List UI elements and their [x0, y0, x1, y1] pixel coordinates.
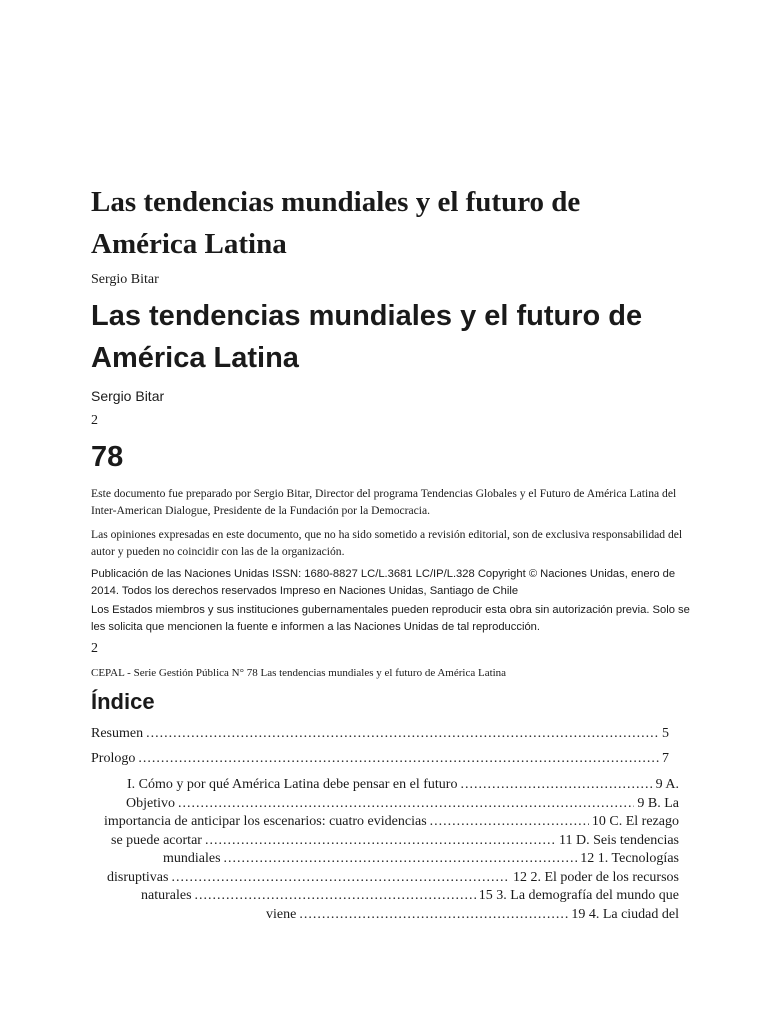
series-header: CEPAL - Serie Gestión Pública N° 78 Las tendencias mundiales y el futuro de América Latina	[91, 667, 507, 679]
toc-row-tail: 12 2. El poder de los recursos	[512, 869, 679, 885]
toc-row-label: Objetivo	[126, 795, 175, 811]
toc-row-tail: 9 A.	[655, 777, 679, 792]
toc-row-tail: 15 3. La demografía del mundo que	[478, 888, 679, 903]
reproduction-note: Los Estados miembros y sus instituciones gubernamentales pueden reproducir esta obra sin autorización previa. Solo se les solicita que mencionen la fuente e informen a las Naciones Unidas de tal reproducción.	[91, 604, 690, 633]
page-number: 2	[91, 641, 98, 656]
toc-row[interactable]	[91, 887, 679, 906]
preparation-note: Este documento fue preparado por Sergio Bitar, Director del programa Tendencias Globales y el Futuro de América Latina del Inter-American Dialogue, Presidente de la Fundación por la Democracia.	[91, 487, 677, 517]
toc-row-label: disruptivas	[107, 869, 169, 885]
author-serif: Sergio Bitar	[91, 272, 159, 287]
toc-row[interactable]	[91, 869, 679, 888]
toc-entry-page: 7	[662, 751, 669, 766]
toc-entry-label: Prologo	[91, 751, 136, 766]
toc-leader-dots	[146, 725, 659, 743]
toc-row-label: se puede acortar	[111, 832, 202, 848]
document-title-sans: Las tendencias mundiales y el futuro de América Latina	[91, 300, 643, 374]
toc-leader-dots	[224, 850, 578, 869]
author-sans: Sergio Bitar	[91, 388, 165, 404]
toc-leader-dots	[195, 887, 476, 906]
toc-leader-dots	[430, 813, 589, 832]
toc-row[interactable]	[91, 850, 679, 869]
toc-entry-resumen[interactable]	[91, 725, 669, 743]
publication-info: Publicación de las Naciones Unidas ISSN: 1680-8827 LC/L.3681 LC/IP/L.328 Copyright © Naciones Unidas, enero de 2014. Todos los derechos reservados Impreso en Naciones Unidas, Santiago de Chile	[91, 568, 676, 597]
toc-leader-dots	[178, 795, 634, 814]
page-number: 2	[91, 413, 98, 428]
toc-row-label: naturales	[141, 888, 192, 903]
toc-row[interactable]	[91, 795, 679, 814]
index-heading: Índice	[91, 689, 155, 714]
toc-row-tail: 11 D. Seis tendencias	[558, 832, 679, 848]
toc-entry-page: 5	[662, 726, 669, 741]
toc-row[interactable]	[91, 906, 679, 925]
toc-leader-dots	[138, 750, 659, 768]
disclaimer-note: Las opiniones expresadas en este documento, que no ha sido sometido a revisión editorial, son de exclusiva responsabilidad del autor y pueden no coincidir con las de la organización.	[91, 528, 683, 558]
toc-row-label: I. Cómo y por qué América Latina debe pensar en el futuro	[127, 777, 458, 792]
toc-row[interactable]	[91, 832, 679, 851]
toc-leader-dots	[205, 832, 556, 851]
toc-leader-dots	[171, 869, 510, 888]
toc-row-tail: 9 B. La	[637, 795, 679, 811]
toc-leader-dots	[299, 906, 568, 925]
toc-entry-label: Resumen	[91, 726, 144, 741]
toc-row-label: viene	[266, 906, 297, 922]
toc-nested-entries	[91, 776, 679, 924]
toc-row[interactable]	[91, 813, 679, 832]
toc-leader-dots	[460, 776, 652, 795]
toc-entry-prologo[interactable]	[91, 750, 669, 768]
toc-row[interactable]	[91, 776, 679, 795]
toc-row-tail: 12 1. Tecnologías	[580, 851, 679, 866]
toc-row-label: importancia de anticipar los escenarios: cuatro evidencias	[104, 814, 427, 829]
toc-row-label: mundiales	[163, 851, 221, 866]
toc-row-tail: 19 4. La ciudad del	[571, 906, 679, 922]
toc-row-tail: 10 C. El rezago	[591, 814, 679, 829]
document-title-serif: Las tendencias mundiales y el futuro de América Latina	[91, 186, 581, 260]
issue-number: 78	[91, 441, 124, 473]
